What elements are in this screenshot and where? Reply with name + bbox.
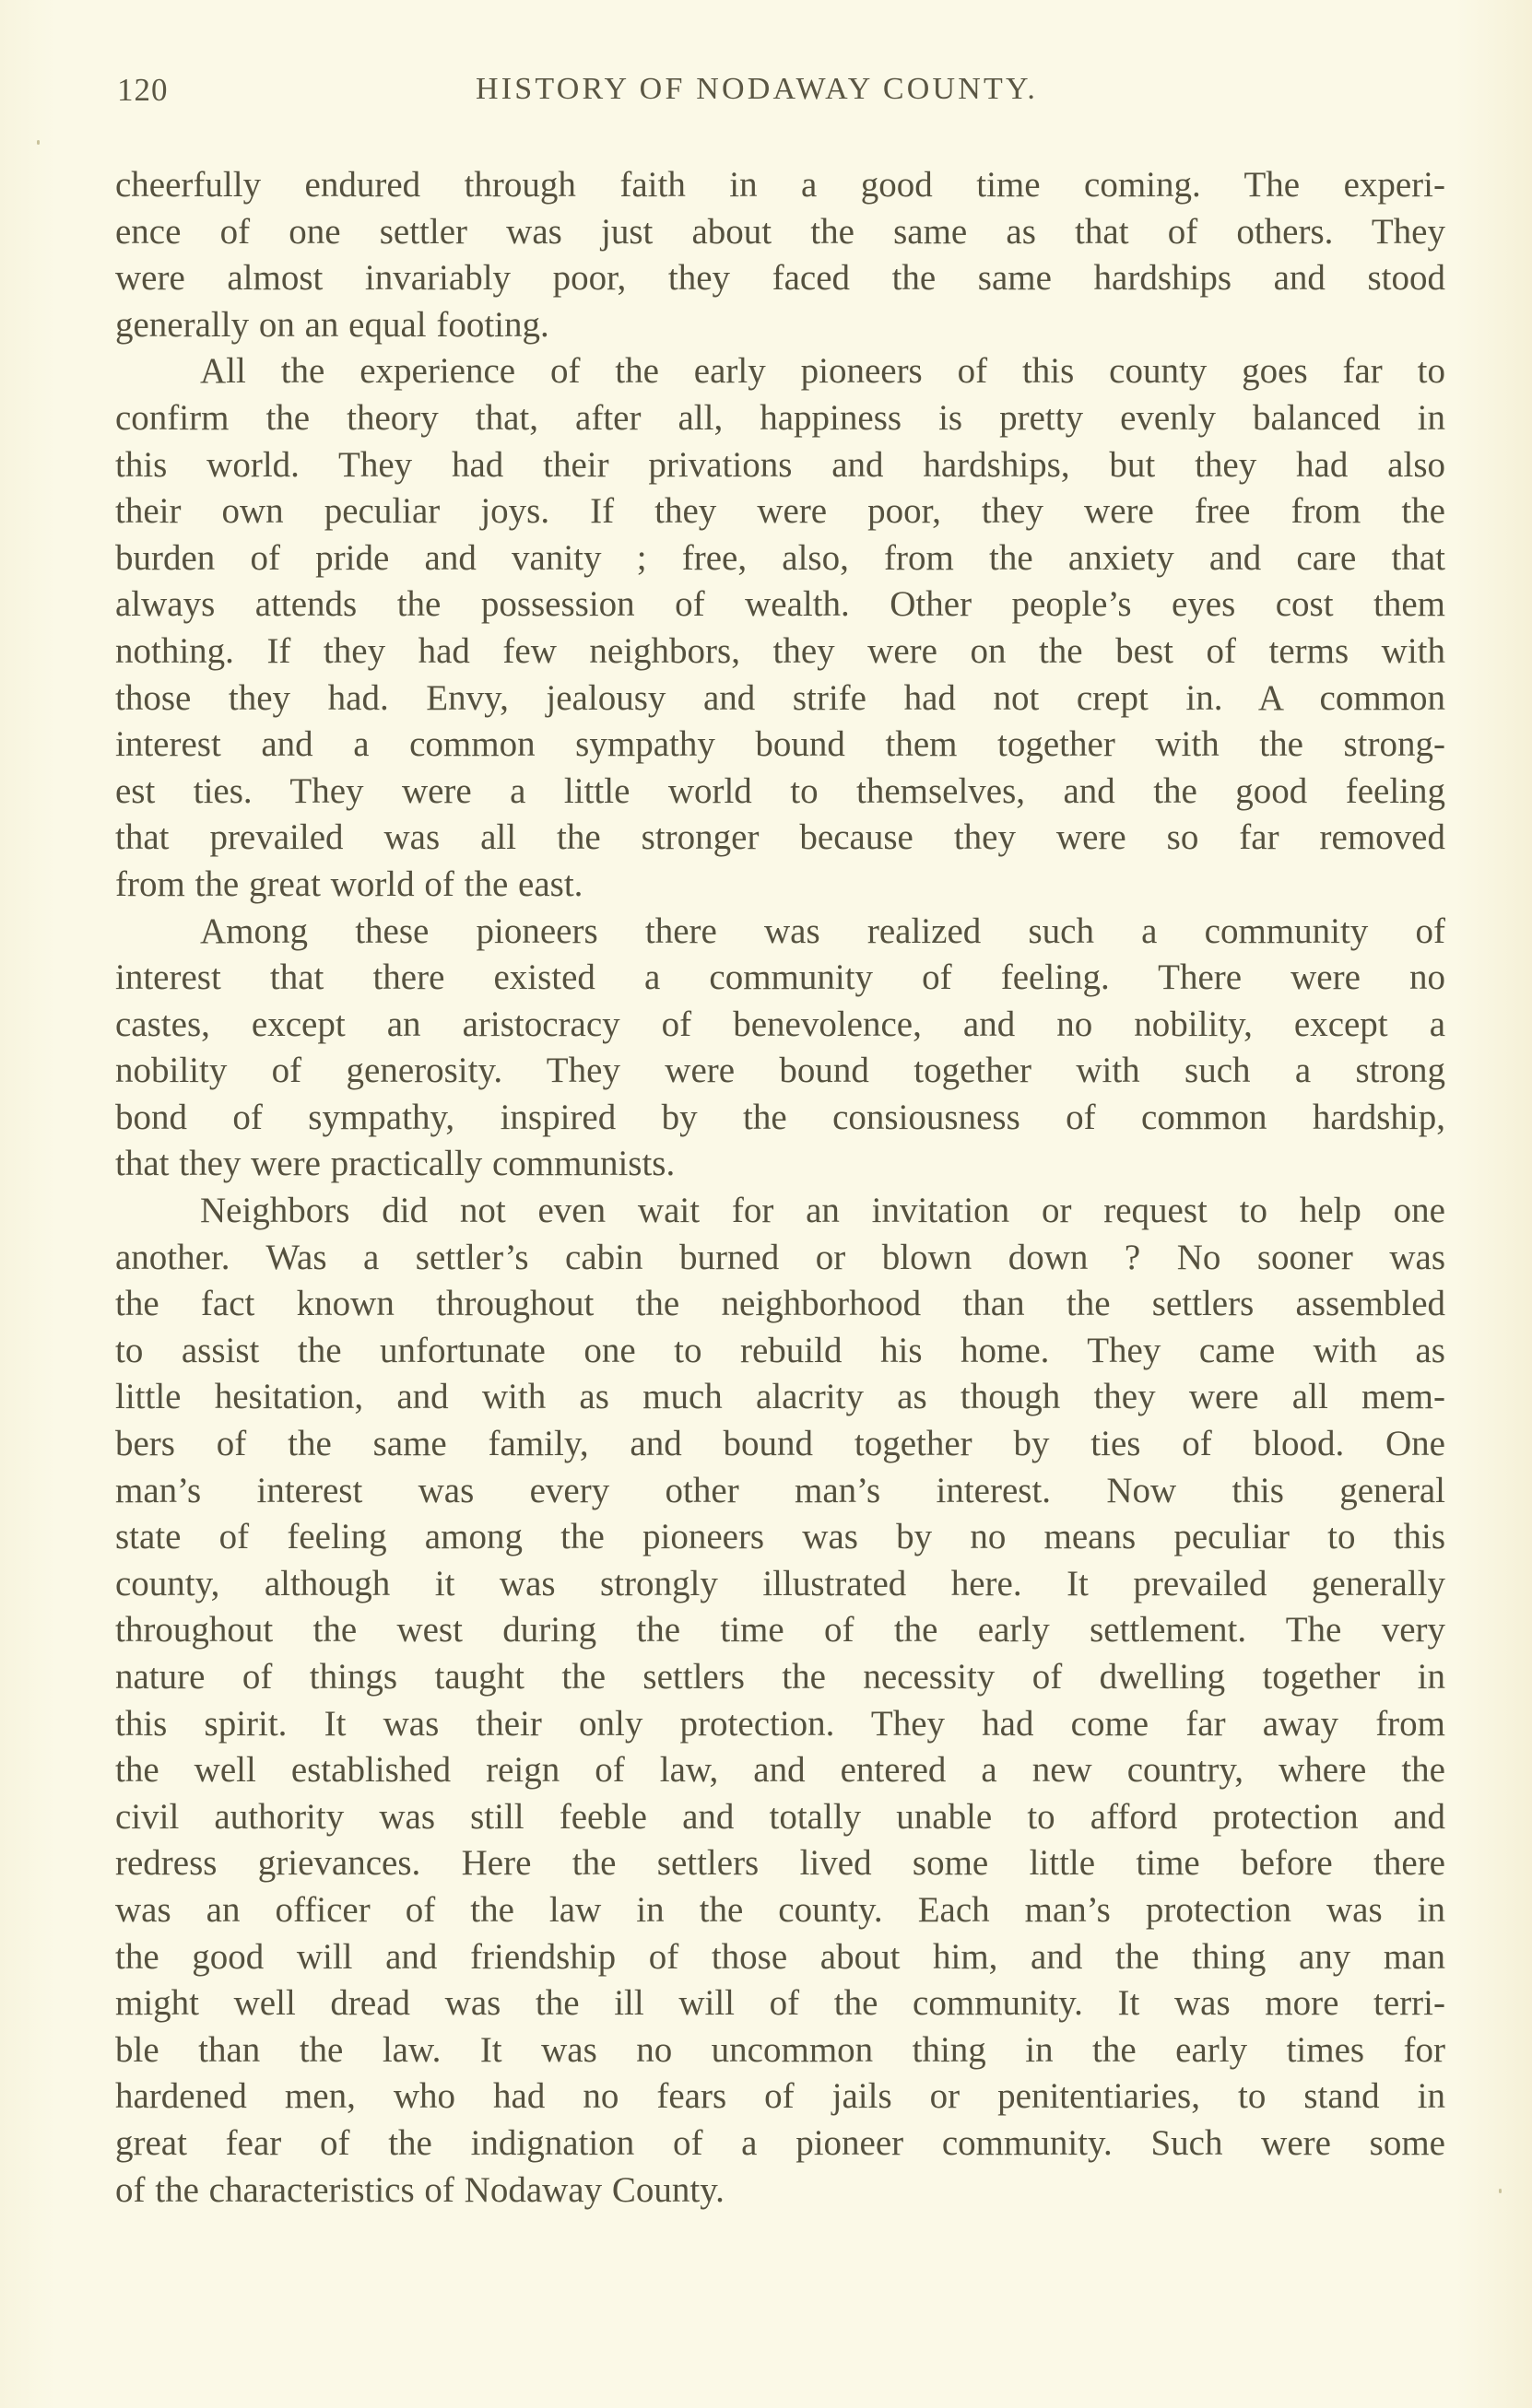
text-line: this spirit. It was their only protection. They had come far away from — [115, 1703, 1445, 1744]
text-line: ence of one settler was just about the same as that of others. They — [115, 211, 1445, 252]
text-line: burden of pride and vanity ; free, also, from the anxiety and care that — [115, 537, 1445, 578]
text-line: bers of the same family, and bound together by ties of blood. One — [115, 1424, 1445, 1464]
body-text — [115, 162, 1445, 2214]
text-line: throughout the west during the time of the early settlement. The very — [115, 1610, 1445, 1650]
text-line: their own peculiar joys. If they were poor, they were free from the — [115, 491, 1445, 532]
text-line: confirm the theory that, after all, happiness is pretty evenly balanced in — [115, 397, 1445, 438]
text-line: Among these pioneers there was realized such a community of — [200, 910, 1445, 951]
text-line: interest that there existed a community of feeling. There were no — [115, 957, 1445, 998]
text-line: of the characteristics of Nodaway County. — [115, 2169, 725, 2210]
running-title: HISTORY OF NODAWAY COUNTY. — [476, 72, 1039, 106]
text-line: another. Was a settler’s cabin burned or blown down ? No sooner was — [115, 1237, 1445, 1277]
text-line: man’s interest was every other man’s interest. Now this general — [115, 1470, 1445, 1510]
running-head — [115, 72, 1445, 112]
text-line: Neighbors did not even wait for an invitation or request to help one — [200, 1191, 1445, 1231]
text-line: to assist the unfortunate one to rebuild his home. They came with as — [115, 1330, 1445, 1370]
text-line: nobility of generosity. They were bound together with such a strong — [115, 1051, 1445, 1091]
page-number: 120 — [117, 72, 169, 108]
text-line: hardened men, who had no fears of jails or penitentiaries, to stand in — [115, 2076, 1445, 2117]
text-line: always attends the possession of wealth. Other people’s eyes cost them — [115, 584, 1445, 625]
text-line: was an officer of the law in the county. Each man’s protection was in — [115, 1889, 1445, 1930]
text-line: little hesitation, and with as much alacrity as though they were all mem- — [115, 1377, 1445, 1417]
text-line: All the experience of the early pioneers of this county goes far to — [200, 351, 1445, 392]
text-line: the well established reign of law, and entered a new country, where the — [115, 1750, 1445, 1791]
text-line: the fact known throughout the neighborhood than the settlers assembled — [115, 1284, 1445, 1324]
text-line: county, although it was strongly illustrated here. It prevailed generally — [115, 1563, 1445, 1603]
text-line: were almost invariably poor, they faced the same hardships and stood — [115, 258, 1445, 299]
text-line: castes, except an aristocracy of benevolence, and no nobility, except a — [115, 1004, 1445, 1044]
text-line: might well dread was the ill will of the community. It was more terri- — [115, 1983, 1445, 2024]
text-line: redress grievances. Here the settlers lived some little time before there — [115, 1843, 1445, 1884]
paragraph — [115, 909, 1445, 1189]
text-line: cheerfully endured through faith in a good time coming. The experi- — [115, 165, 1445, 205]
text-line: ble than the law. It was no uncommon thing in the early times for — [115, 2029, 1445, 2070]
paragraph — [115, 1188, 1445, 2214]
text-line: those they had. Envy, jealousy and strife had not crept in. A common — [115, 677, 1445, 718]
text-line: that prevailed was all the stronger because they were so far removed — [115, 817, 1445, 858]
text-line: from the great world of the east. — [115, 863, 583, 904]
text-line: est ties. They were a little world to themselves, and the good feeling — [115, 770, 1445, 811]
text-line: the good will and friendship of those about him, and the thing any man — [115, 1936, 1445, 1977]
text-line: state of feeling among the pioneers was by no means peculiar to this — [115, 1517, 1445, 1557]
text-line: interest and a common sympathy bound them together with the strong- — [115, 724, 1445, 765]
text-line: generally on an equal footing. — [115, 304, 549, 345]
paper-speck — [1499, 2189, 1502, 2193]
text-line: bond of sympathy, inspired by the consiousness of common hardship, — [115, 1097, 1445, 1137]
paper-speck — [37, 140, 40, 145]
paragraph — [115, 162, 1445, 348]
text-line: civil authority was still feeble and totally unable to afford protection and — [115, 1796, 1445, 1837]
text-line: nature of things taught the settlers the necessity of dwelling together in — [115, 1657, 1445, 1697]
text-line: great fear of the indignation of a pioneer community. Such were some — [115, 2122, 1445, 2163]
paragraph — [115, 348, 1445, 908]
text-line: that they were practically communists. — [115, 1144, 676, 1184]
text-line: this world. They had their privations and hardships, but they had also — [115, 444, 1445, 485]
text-line: nothing. If they had few neighbors, they were on the best of terms with — [115, 630, 1445, 671]
